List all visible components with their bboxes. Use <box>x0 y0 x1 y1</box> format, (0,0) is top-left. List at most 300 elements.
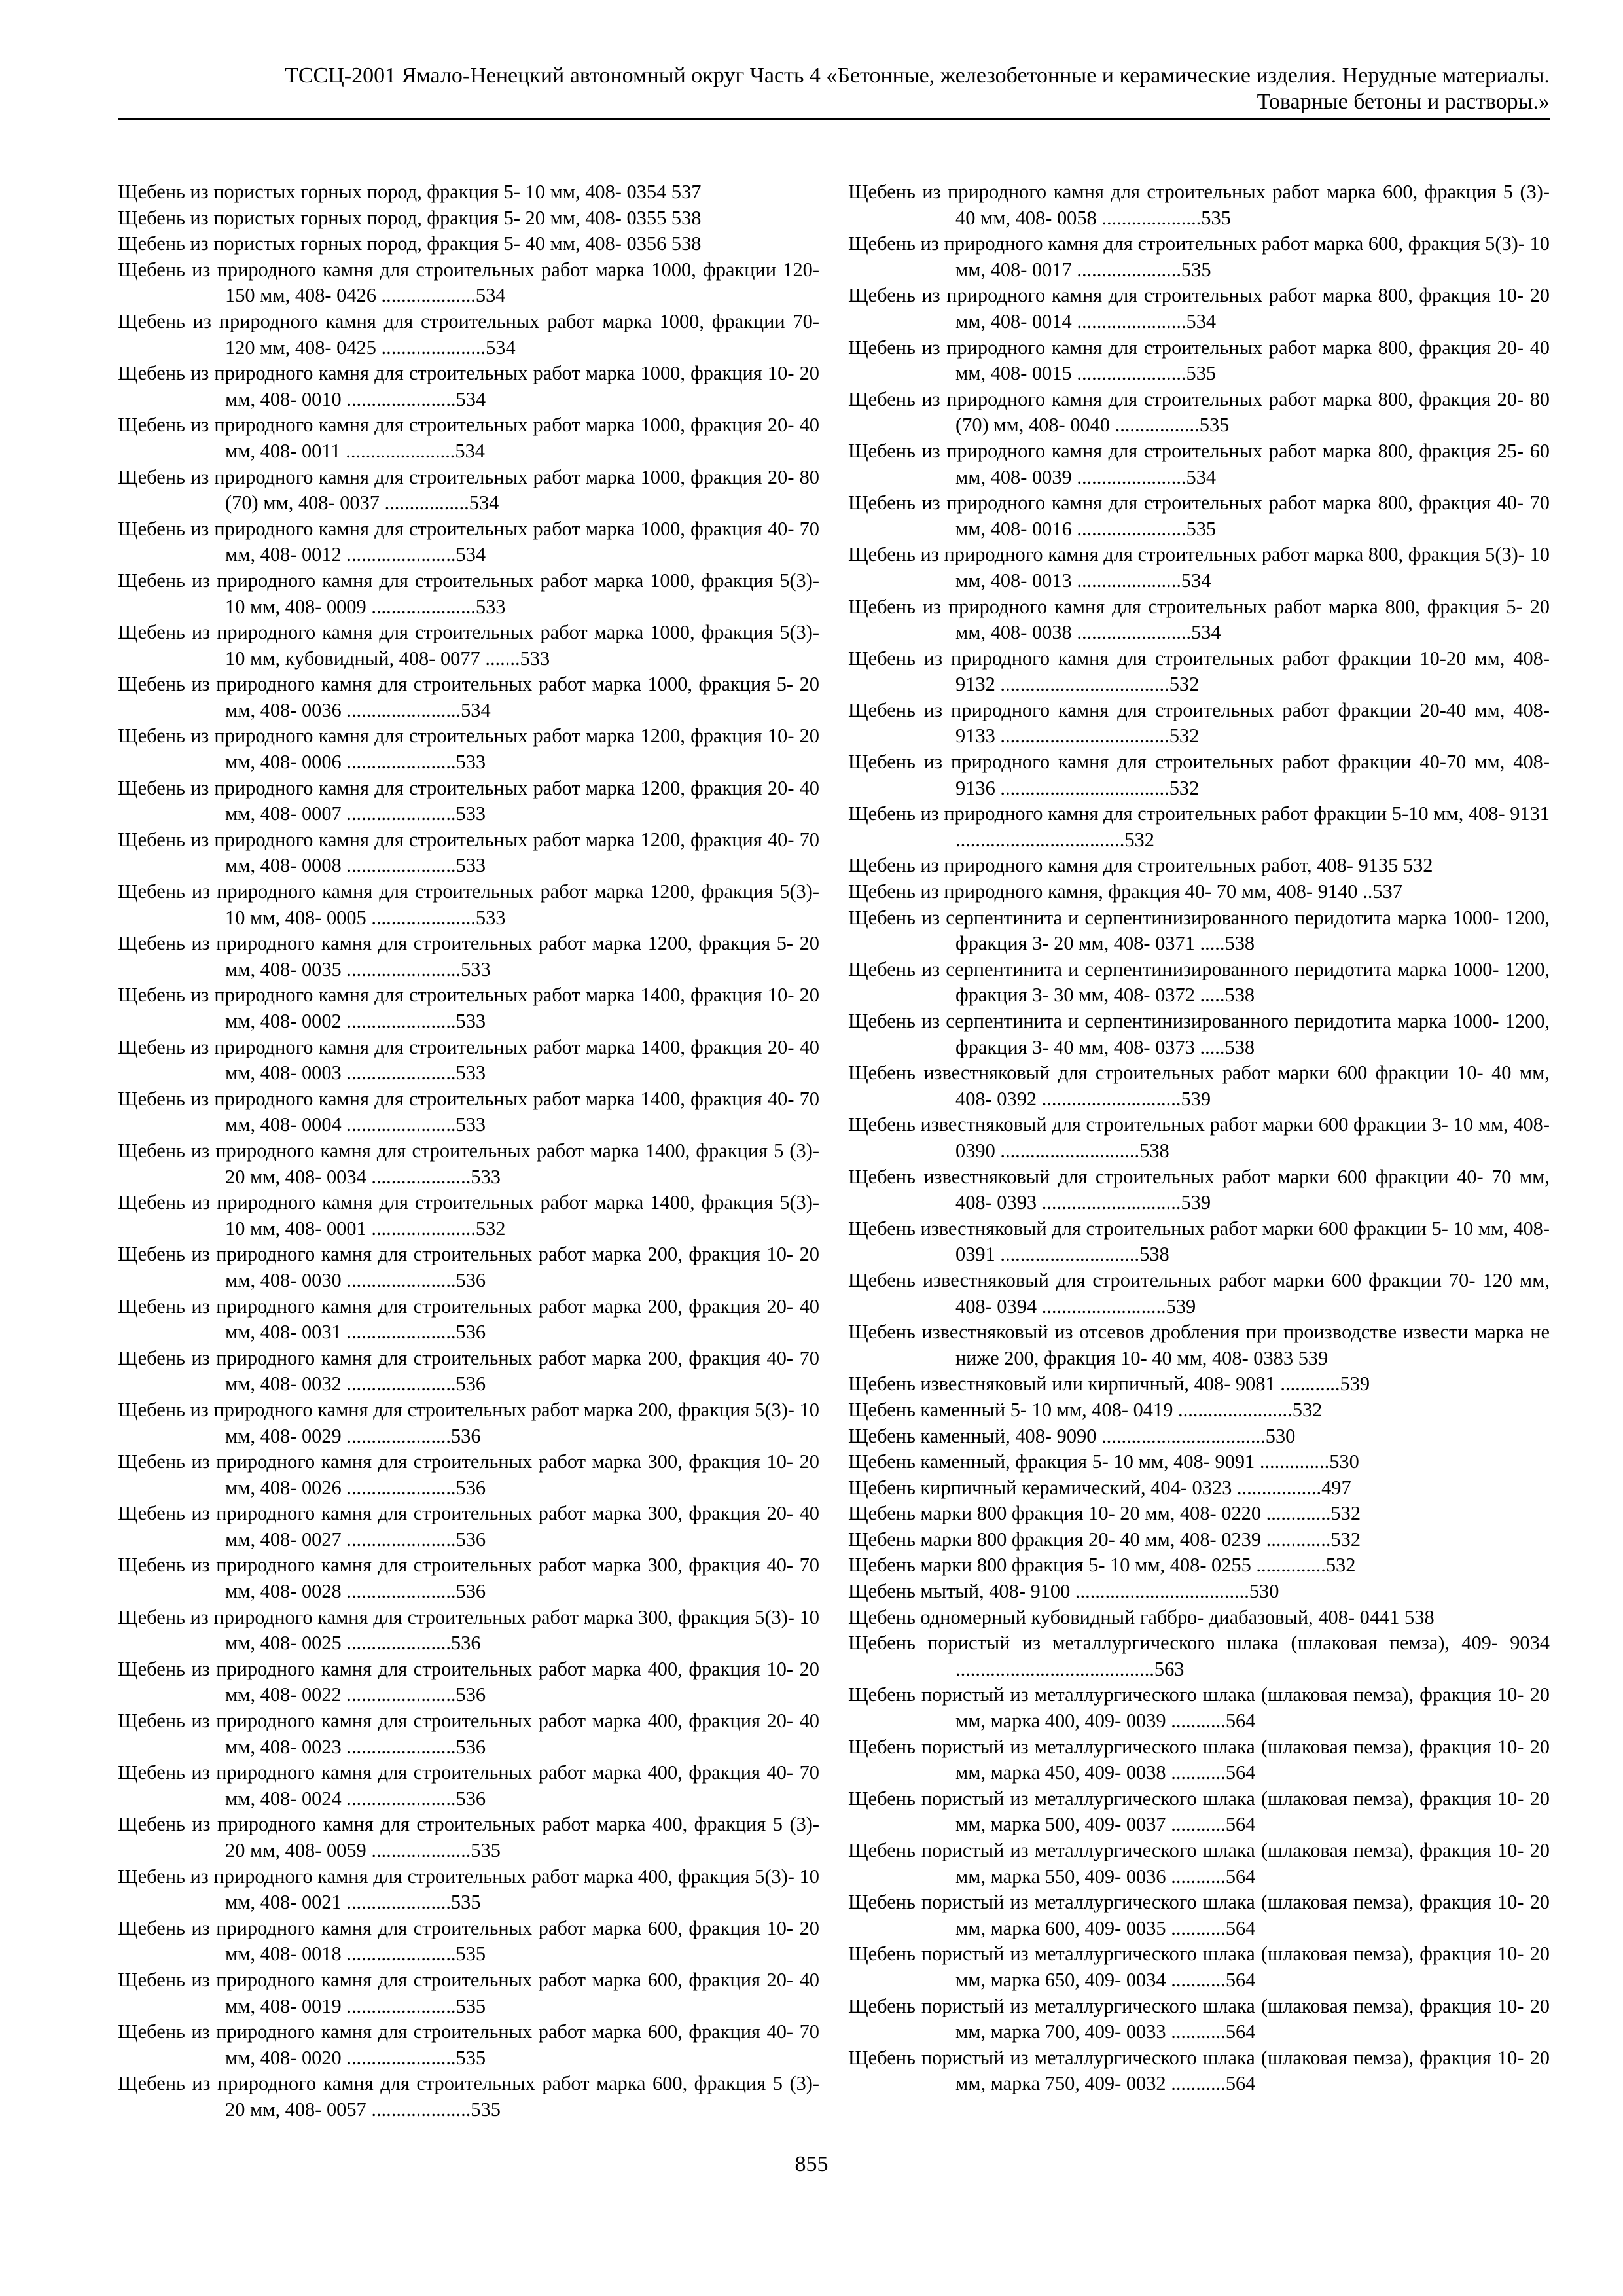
index-entry <box>848 1449 1550 1475</box>
index-entry <box>848 1501 1550 1527</box>
index-entry-leader: ........... <box>1171 1865 1226 1888</box>
index-entry-text: Щебень пористый из металлургического шлака (шлаковая пемза), фракция 10- 20 мм, марка 550, 409- 0036 <box>848 1839 1550 1888</box>
index-entry-page: 539 <box>1181 1087 1211 1110</box>
index-entry-text: Щебень из природного камня для строительных работ марка 1000, фракция 10- 20 мм, 408- 0010 <box>118 362 819 410</box>
index-entry <box>118 1657 819 1708</box>
index-entry <box>118 1086 819 1138</box>
index-entry-text: Щебень из природного камня для строительных работ марка 1000, фракция 5(3)- 10 мм, 408- 0009 <box>118 569 819 618</box>
index-entry-page: 533 <box>461 958 491 980</box>
index-entry-text: Щебень из природного камня для строительных работ марка 1000, фракция 20- 80 (70) мм, 408- 0037 <box>118 465 819 514</box>
index-entry <box>848 879 1550 905</box>
index-entry-leader: ........................................ <box>955 1657 1154 1680</box>
index-entry <box>848 1605 1550 1631</box>
index-entry-page: 530 <box>1329 1450 1359 1473</box>
index-entry-page: 536 <box>455 1580 486 1603</box>
index-entry-page: 536 <box>455 1268 486 1291</box>
index-entry-page: 536 <box>455 1372 486 1395</box>
index-entry <box>848 1164 1550 1216</box>
index-entry <box>118 1812 819 1863</box>
index-entry-text: Щебень из природного камня для строительных работ марка 800, фракция 20- 80 (70) мм, 408- 0040 <box>848 387 1550 437</box>
index-entry-leader: .. <box>1363 880 1373 903</box>
index-entry-page: 538 <box>671 206 702 229</box>
index-entry <box>848 749 1550 801</box>
index-entry-page: 533 <box>475 906 506 929</box>
index-entry-text: Щебень из природного камня для строительных работ марка 1000, фракции 120- 150 мм, 408- 0426 <box>118 258 819 307</box>
index-entry-page: 533 <box>475 595 506 618</box>
index-entry <box>118 1449 819 1501</box>
index-entry-leader: ........... <box>1171 2020 1226 2043</box>
index-entry <box>848 1268 1550 1319</box>
index-entry-page: 534 <box>455 543 486 566</box>
index-entry-leader: ................. <box>384 492 469 514</box>
index-entry-text: Щебень из природного камня для строительных работ марка 600, фракция 20- 40 мм, 408- 0019 <box>118 1968 819 2017</box>
index-entry-page: 533 <box>455 1010 486 1032</box>
header-divider <box>118 118 1550 120</box>
index-entry-text: Щебень пористый из металлургического шлака (шлаковая пемза), фракция 10- 20 мм, марка 650, 409- 0034 <box>848 1943 1550 1991</box>
index-entry-leader: ..................... <box>346 1632 451 1655</box>
index-entry-page: 536 <box>450 1632 481 1655</box>
index-entry <box>848 1734 1550 1786</box>
index-entry-text: Щебень из природного камня для строительных работ фракции 5-10 мм, 408- 9131 <box>848 802 1550 825</box>
index-entry-page: 535 <box>471 2098 501 2121</box>
index-entry-page: 538 <box>1224 1035 1255 1058</box>
index-entry <box>118 1242 819 1293</box>
index-entry <box>118 2019 819 2071</box>
index-entry <box>118 827 819 879</box>
index-entry-leader: ..................... <box>1077 258 1181 281</box>
index-entry-page: 535 <box>1181 258 1211 281</box>
index-entry <box>848 1682 1550 1734</box>
index-entry-text: Щебень из природного камня для строительных работ марка 200, фракция 10- 20 мм, 408- 0030 <box>118 1243 819 1291</box>
index-entry <box>848 1397 1550 1424</box>
index-entry-leader: ....................... <box>346 698 461 721</box>
index-entry-leader: ...................... <box>1077 362 1186 385</box>
index-entry-text: Щебень пористый из металлургического шлака (шлаковая пемза), фракция 10- 20 мм, марка 750, 409- 0032 <box>848 2046 1550 2095</box>
index-entry-page: 564 <box>1225 2072 1256 2095</box>
index-entry <box>848 231 1550 283</box>
header-title-line-2: Товарные бетоны и растворы.» <box>1257 90 1550 114</box>
index-entry-page: 532 <box>1292 1398 1323 1421</box>
index-entry-text: Щебень из природного камня для строительных работ марка 800, фракция 5- 20 мм, 408- 0038 <box>848 595 1550 644</box>
index-entry-leader: ...................... <box>346 543 456 566</box>
index-entry-text: Щебень из пористых горных пород, фракция 5- 20 мм, 408- 0355 <box>118 206 667 229</box>
index-entry-page: 532 <box>1330 1502 1361 1525</box>
index-entry-text: Щебень из природного камня для строительных работ марка 300, фракция 20- 40 мм, 408- 0027 <box>118 1502 819 1551</box>
index-entry-page: 536 <box>455 1735 486 1758</box>
index-entry-page: 533 <box>455 1113 486 1136</box>
index-entry <box>118 2071 819 2123</box>
index-entry <box>848 1112 1550 1164</box>
index-entry-page: 530 <box>1249 1580 1279 1603</box>
index-entry-page: 532 <box>1330 1528 1361 1551</box>
index-entry-leader: ............. <box>1266 1502 1331 1525</box>
index-entry <box>118 309 819 361</box>
index-entry-leader: .............. <box>1259 1450 1330 1473</box>
index-entry <box>848 1009 1550 1060</box>
index-entry-page: 564 <box>1225 1813 1256 1836</box>
index-entry <box>848 335 1550 387</box>
index-entry-leader: ...................... <box>346 751 456 774</box>
index-entry-page: 535 <box>1186 517 1217 540</box>
index-entry-leader: ....... <box>485 647 520 670</box>
index-entry-text: Щебень из природного камня для строительных работ марка 1200, фракция 20- 40 мм, 408- 0007 <box>118 776 819 825</box>
index-entry-leader: ....................... <box>1178 1398 1293 1421</box>
index-entry-leader: ..................... <box>371 1217 476 1240</box>
index-entry-text: Щебень из природного камня для строительных работ марка 400, фракция 40- 70 мм, 408- 0024 <box>118 1761 819 1810</box>
index-entry-page: 536 <box>455 1683 486 1706</box>
index-entry-page: 564 <box>1225 1710 1256 1732</box>
index-entry <box>848 594 1550 646</box>
index-entry-page: 533 <box>455 802 486 825</box>
index-entry <box>118 1967 819 2019</box>
index-entry-page: 535 <box>455 1943 486 1965</box>
index-entry-text: Щебень из природного камня для строительных работ марка 200, фракция 20- 40 мм, 408- 0031 <box>118 1295 819 1344</box>
index-entry-text: Щебень известняковый для строительных работ марки 600 фракции 70- 120 мм, 408- 0394 <box>848 1268 1550 1318</box>
index-entry-page: 538 <box>1224 984 1255 1007</box>
index-entry-page: 538 <box>671 232 702 255</box>
index-entry-leader: ...................... <box>346 1476 456 1499</box>
index-entry-leader: ...................... <box>346 387 456 410</box>
index-entry <box>848 1630 1550 1682</box>
index-entry <box>118 465 819 516</box>
index-entry-page: 534 <box>461 698 491 721</box>
index-entry-leader: ............................ <box>1041 1191 1181 1214</box>
index-entry <box>848 1371 1550 1397</box>
index-entry-page: 532 <box>1169 776 1200 799</box>
index-entry-leader: .................................. <box>1000 725 1169 747</box>
page-header <box>118 63 1550 115</box>
index-entry <box>118 361 819 412</box>
index-entry-page: 532 <box>1169 725 1200 747</box>
index-entry <box>848 1890 1550 1941</box>
index-entry-text: Щебень из природного камня для строительных работ марка 600, фракция 5 (3)- 40 мм, 408- 0058 <box>848 181 1550 229</box>
index-entry-page: 533 <box>455 751 486 774</box>
index-entry-text: Щебень известняковый для строительных работ марки 600 фракции 40- 70 мм, 408- 0393 <box>848 1165 1550 1214</box>
index-entry-page: 497 <box>1321 1476 1351 1499</box>
index-entry-leader: ..... <box>1200 984 1225 1007</box>
index-entry-text: Щебень из природного камня для строительных работ марка 200, фракция 5(3)- 10 мм, 408- 0029 <box>118 1398 819 1447</box>
index-entry-leader: ...................... <box>346 1994 456 2017</box>
index-entry-text: Щебень мытый, 408- 9100 <box>848 1580 1071 1603</box>
index-entry <box>118 620 819 672</box>
index-entry-page: 535 <box>1186 362 1217 385</box>
index-entry <box>848 439 1550 490</box>
index-entry-leader: .................... <box>371 2098 471 2121</box>
index-entry-page: 533 <box>455 1062 486 1085</box>
index-entry <box>118 1294 819 1346</box>
index-entry-text: Щебень из природного камня для строительных работ марка 600, фракция 40- 70 мм, 408- 0020 <box>118 2020 819 2069</box>
index-entry-leader: ........... <box>1171 2072 1226 2095</box>
index-entry <box>848 1941 1550 1993</box>
index-entry <box>118 723 819 775</box>
index-entry-text: Щебень из природного камня для строительных работ марка 1200, фракция 5(3)- 10 мм, 408- 0005 <box>118 880 819 929</box>
page-number: 855 <box>794 2152 829 2176</box>
index-entry <box>118 1916 819 1967</box>
index-entry-text: Щебень из природного камня для строительных работ марка 800, фракция 40- 70 мм, 408- 0016 <box>848 492 1550 540</box>
index-entry <box>848 646 1550 698</box>
index-entry-leader: ...................... <box>346 2046 456 2069</box>
index-entry-text: Щебень из природного камня для строительных работ марка 1200, фракция 10- 20 мм, 408- 0006 <box>118 725 819 774</box>
index-entry-leader: ...................... <box>346 1062 456 1085</box>
index-entry-text: Щебень каменный 5- 10 мм, 408- 0419 <box>848 1398 1173 1421</box>
index-entry-leader: ........... <box>1171 1813 1226 1836</box>
index-entry <box>118 231 819 257</box>
index-entry <box>118 1501 819 1552</box>
index-entry-leader: ...................... <box>346 854 456 877</box>
index-entry-leader: ...................... <box>1077 465 1186 488</box>
index-entry-page: 534 <box>475 284 506 307</box>
index-entry-text: Щебень из природного камня для строительных работ марка 1200, фракция 40- 70 мм, 408- 0008 <box>118 828 819 877</box>
index-entry <box>848 283 1550 334</box>
index-entry-text: Щебень из природного камня для строительных работ марка 1000, фракция 40- 70 мм, 408- 0012 <box>118 517 819 566</box>
index-entry <box>118 672 819 723</box>
index-entry-leader: .................... <box>1101 206 1202 229</box>
index-entry-text: Щебень пористый из металлургического шлака (шлаковая пемза), фракция 10- 20 мм, марка 600, 409- 0035 <box>848 1891 1550 1939</box>
index-entry-text: Щебень марки 800 фракция 20- 40 мм, 408- 0239 <box>848 1528 1262 1551</box>
index-entry-page: 534 <box>1191 621 1221 644</box>
index-entry-text: Щебень из природного камня для строительных работ марка 1400, фракция 5(3)- 10 мм, 408- 0001 <box>118 1191 819 1240</box>
index-entry-leader: ...................... <box>346 439 455 462</box>
index-entry-text: Щебень из природного камня для строительных работ марка 800, фракция 20- 40 мм, 408- 0015 <box>848 336 1550 385</box>
index-entry-page: 539 <box>1298 1346 1329 1369</box>
index-entry-page: 532 <box>1325 1554 1356 1577</box>
index-entry-leader: .................................. <box>1000 673 1169 696</box>
index-entry-page: 536 <box>455 1528 486 1551</box>
index-entry <box>848 179 1550 231</box>
index-entry <box>118 516 819 568</box>
index-entry-leader: ...................... <box>346 1528 456 1551</box>
index-entry <box>118 982 819 1034</box>
index-entry-text: Щебень марки 800 фракция 10- 20 мм, 408- 0220 <box>848 1502 1262 1525</box>
index-entry-leader: ............................ <box>1000 1139 1140 1162</box>
index-entry-leader: ............................ <box>1041 1087 1181 1110</box>
index-entry <box>118 257 819 309</box>
index-entry-leader: ................................. <box>1101 1424 1266 1447</box>
index-entry-leader: ..................... <box>1077 569 1181 592</box>
index-entry-text: Щебень известняковый для строительных работ марки 600 фракции 10- 40 мм, 408- 0392 <box>848 1062 1550 1110</box>
index-entry-page: 533 <box>520 647 550 670</box>
index-entry <box>848 853 1550 879</box>
index-entry <box>848 905 1550 957</box>
index-entry <box>118 179 819 206</box>
index-entry <box>118 1346 819 1397</box>
index-entry <box>118 206 819 232</box>
index-entry <box>848 1579 1550 1605</box>
index-entry-text: Щебень из природного камня для строительных работ марка 600, фракция 10- 20 мм, 408- 0018 <box>118 1916 819 1965</box>
index-entry-page: 534 <box>455 387 486 410</box>
index-entry-text: Щебень из природного камня для строительных работ марка 400, фракция 10- 20 мм, 408- 0022 <box>118 1657 819 1706</box>
index-entry-page: 564 <box>1225 1865 1256 1888</box>
index-entry-text: Щебень из природного камня для строительных работ марка 800, фракция 10- 20 мм, 408- 0014 <box>848 284 1550 332</box>
index-entry-text: Щебень из природного камня для строительных работ фракции 10-20 мм, 408- 9132 <box>848 647 1550 696</box>
index-entry-leader: ...................... <box>346 1943 456 1965</box>
index-entry-leader: ........... <box>1171 1710 1226 1732</box>
index-entry-text: Щебень известняковый из отсевов дробления при производстве извести марка не ниже 200, фракция 10- 40 мм, 408- 0383 <box>848 1321 1550 1369</box>
index-entry-page: 535 <box>1201 206 1231 229</box>
index-entry <box>848 1527 1550 1553</box>
index-entry-text: Щебень из природного камня для строительных работ марка 1200, фракция 5- 20 мм, 408- 0035 <box>118 932 819 980</box>
index-entry <box>118 412 819 464</box>
index-entry-leader: ...................... <box>346 1787 456 1810</box>
index-entry-leader: ..................... <box>371 595 476 618</box>
index-entry-leader: ..................... <box>346 1891 451 1914</box>
index-entry-text: Щебень из природного камня для строительных работ марка 1400, фракция 10- 20 мм, 408- 0002 <box>118 984 819 1032</box>
index-entry-page: 534 <box>1186 465 1217 488</box>
index-entry-text: Щебень из природного камня для строительных работ марка 300, фракция 5(3)- 10 мм, 408- 0025 <box>118 1605 819 1655</box>
index-entry <box>118 776 819 827</box>
index-entry <box>848 957 1550 1009</box>
index-entry-page: 534 <box>1181 569 1211 592</box>
index-entry <box>848 1786 1550 1838</box>
index-entry-page: 538 <box>1224 932 1255 955</box>
index-entry-page: 535 <box>455 1994 486 2017</box>
index-entry-page: 537 <box>1372 880 1402 903</box>
index-entry-page: 538 <box>1404 1605 1435 1628</box>
index-entry-leader: ...................... <box>1077 517 1186 540</box>
index-entry-text: Щебень пористый из металлургического шлака (шлаковая пемза), фракция 10- 20 мм, марка 500, 409- 0037 <box>848 1787 1550 1836</box>
index-entry-page: 538 <box>1139 1243 1169 1266</box>
index-entry-page: 536 <box>455 1476 486 1499</box>
index-entry-text: Щебень каменный, 408- 9090 <box>848 1424 1097 1447</box>
index-entry <box>848 1319 1550 1371</box>
index-entry <box>118 1760 819 1812</box>
index-entry <box>848 1838 1550 1890</box>
index-entry-leader: ..................... <box>346 1424 451 1447</box>
index-entry-page: 535 <box>450 1891 481 1914</box>
index-entry-text: Щебень из природного камня для строительных работ марка 1000, фракции 70- 120 мм, 408- 0425 <box>118 310 819 359</box>
index-entry-text: Щебень из природного камня для строительных работ марка 1400, фракция 5 (3)- 20 мм, 408- 0034 <box>118 1139 819 1188</box>
index-entry-leader: ...................... <box>346 802 456 825</box>
index-entry-text: Щебень известняковый для строительных работ марки 600 фракции 3- 10 мм, 408- 0390 <box>848 1113 1550 1162</box>
index-entry-leader: ...................... <box>346 1735 456 1758</box>
index-column-right <box>848 179 1550 2097</box>
index-entry-text: Щебень пористый из металлургического шлака (шлаковая пемза), фракция 10- 20 мм, марка 450, 409- 0038 <box>848 1735 1550 1784</box>
index-entry-text: Щебень из природного камня для строительных работ марка 1000, фракция 5(3)- 10 мм, кубовидный, 408- 0077 <box>118 621 819 670</box>
index-entry-text: Щебень из природного камня для строительных работ марка 1000, фракция 20- 40 мм, 408- 0011 <box>118 414 819 462</box>
index-entry-page: 534 <box>486 336 516 359</box>
index-entry-page: 538 <box>1139 1139 1169 1162</box>
index-entry-leader: ...................... <box>1077 310 1186 332</box>
index-entry-text: Щебень пористый из металлургического шлака (шлаковая пемза), фракция 10- 20 мм, марка 400, 409- 0039 <box>848 1683 1550 1732</box>
index-entry-leader: ............................ <box>1000 1243 1140 1266</box>
index-entry-text: Щебень из природного камня, фракция 40- 70 мм, 408- 9140 <box>848 880 1358 903</box>
index-entry-text: Щебень известняковый для строительных работ марки 600 фракции 5- 10 мм, 408- 0391 <box>848 1217 1550 1266</box>
index-entry-text: Щебень из природного камня для строительных работ марка 400, фракция 5 (3)- 20 мм, 408- 0059 <box>118 1813 819 1861</box>
index-entry-page: 536 <box>455 1321 486 1344</box>
index-entry-page: 539 <box>1166 1295 1196 1318</box>
index-entry-page: 535 <box>1199 414 1230 437</box>
index-entry-text: Щебень известняковый или кирпичный, 408- 9081 <box>848 1372 1275 1395</box>
index-entry-page: 537 <box>671 181 702 203</box>
index-entry <box>848 1424 1550 1450</box>
index-entry-leader: ................. <box>1115 414 1200 437</box>
index-entry <box>848 1552 1550 1579</box>
index-entry-page: 539 <box>1181 1191 1211 1214</box>
index-entry <box>848 387 1550 439</box>
index-entry <box>118 1552 819 1604</box>
index-entry-text: Щебень из природного камня для строительных работ, 408- 9135 <box>848 854 1399 877</box>
index-entry-leader: ...................... <box>346 1010 456 1032</box>
index-entry-leader: ...................... <box>346 1683 456 1706</box>
index-entry <box>118 568 819 620</box>
index-entry-leader: ..................... <box>371 906 476 929</box>
index-entry <box>848 1060 1550 1112</box>
index-entry-page: 535 <box>471 1839 501 1861</box>
index-entry-leader: ...................... <box>346 1268 456 1291</box>
index-entry-leader: ...................... <box>346 1113 456 1136</box>
index-entry-text: Щебень из природного камня для строительных работ фракции 20-40 мм, 408- 9133 <box>848 698 1550 747</box>
index-entry-text: Щебень из природного камня для строительных работ марка 600, фракция 5 (3)- 20 мм, 408- 0057 <box>118 2072 819 2121</box>
index-entry-page: 564 <box>1225 1761 1256 1784</box>
index-entry-text: Щебень из пористых горных пород, фракция 5- 40 мм, 408- 0356 <box>118 232 667 255</box>
index-entry-page: 539 <box>1340 1372 1370 1395</box>
index-entry-leader: ............ <box>1280 1372 1340 1395</box>
index-entry <box>848 1216 1550 1268</box>
index-entry-text: Щебень пористый из металлургического шлака (шлаковая пемза), 409- 9034 <box>848 1632 1550 1655</box>
index-entry-page: 535 <box>455 2046 486 2069</box>
index-entry <box>118 931 819 982</box>
index-entry <box>848 542 1550 594</box>
index-entry-text: Щебень из природного камня для строительных работ марка 800, фракция 5(3)- 10 мм, 408- 0013 <box>848 543 1550 592</box>
index-entry-page: 564 <box>1225 2020 1256 2043</box>
index-entry-text: Щебень из природного камня для строительных работ марка 1000, фракция 5- 20 мм, 408- 0036 <box>118 673 819 721</box>
index-entry-page: 532 <box>1402 854 1433 877</box>
index-entry-page: 532 <box>1124 828 1154 851</box>
index-entry-text: Щебень кирпичный керамический, 404- 0323 <box>848 1476 1232 1499</box>
index-entry-leader: ........... <box>1171 1761 1226 1784</box>
index-entry-leader: .................... <box>371 1839 471 1861</box>
index-entry <box>118 1605 819 1657</box>
index-entry-page: 533 <box>455 854 486 877</box>
index-entry-page: 564 <box>1225 1916 1256 1939</box>
index-entry <box>118 879 819 931</box>
index-entry-leader: .................................. <box>1000 776 1169 799</box>
index-entry-text: Щебень из пористых горных пород, фракция 5- 10 мм, 408- 0354 <box>118 181 667 203</box>
index-entry <box>118 1708 819 1760</box>
index-entry-page: 532 <box>475 1217 506 1240</box>
index-entry <box>848 2045 1550 2097</box>
index-entry <box>848 698 1550 749</box>
index-entry-text: Щебень из природного камня для строительных работ марка 800, фракция 25- 60 мм, 408- 0039 <box>848 439 1550 488</box>
index-entry-leader: ........... <box>1171 1968 1226 1991</box>
index-entry-leader: .............. <box>1256 1554 1326 1577</box>
index-entry-page: 533 <box>471 1165 501 1188</box>
index-entry <box>118 1864 819 1916</box>
index-entry <box>118 1035 819 1086</box>
index-entry-page: 564 <box>1225 1968 1256 1991</box>
index-entry-text: Щебень из серпентинита и серпентинизированного перидотита марка 1000- 1200, фракция 3- 40 мм, 408- 0373 <box>848 1010 1550 1058</box>
index-entry-text: Щебень из природного камня для строительных работ фракции 40-70 мм, 408- 9136 <box>848 751 1550 799</box>
index-entry-text: Щебень одномерный кубовидный габбро- диабазовый, 408- 0441 <box>848 1605 1400 1628</box>
index-entry-leader: ...................... <box>346 1580 456 1603</box>
index-entry-text: Щебень каменный, фракция 5- 10 мм, 408- 9091 <box>848 1450 1255 1473</box>
index-entry-leader: ......................... <box>1041 1295 1166 1318</box>
index-entry-text: Щебень из природного камня для строительных работ марка 400, фракция 20- 40 мм, 408- 0023 <box>118 1710 819 1758</box>
index-entry-leader: ..... <box>1200 932 1225 955</box>
index-entry-text: Щебень из природного камня для строительных работ марка 600, фракция 5(3)- 10 мм, 408- 0017 <box>848 232 1550 281</box>
index-entry-page: 536 <box>455 1787 486 1810</box>
index-entry-page: 534 <box>455 439 485 462</box>
index-entry-leader: ....................... <box>346 958 461 980</box>
index-entry-leader: ....................... <box>1077 621 1192 644</box>
index-entry-text: Щебень из природного камня для строительных работ марка 300, фракция 10- 20 мм, 408- 0026 <box>118 1450 819 1499</box>
index-entry-text: Щебень из природного камня для строительных работ марка 400, фракция 5(3)- 10 мм, 408- 0021 <box>118 1865 819 1914</box>
index-entry-text: Щебень из серпентинита и серпентинизированного перидотита марка 1000- 1200, фракция 3- 20 мм, 408- 0371 <box>848 906 1550 955</box>
index-entry-leader: .................... <box>371 1165 471 1188</box>
index-entry-page: 536 <box>450 1424 481 1447</box>
index-entry <box>848 801 1550 853</box>
index-column-left <box>118 179 819 2123</box>
